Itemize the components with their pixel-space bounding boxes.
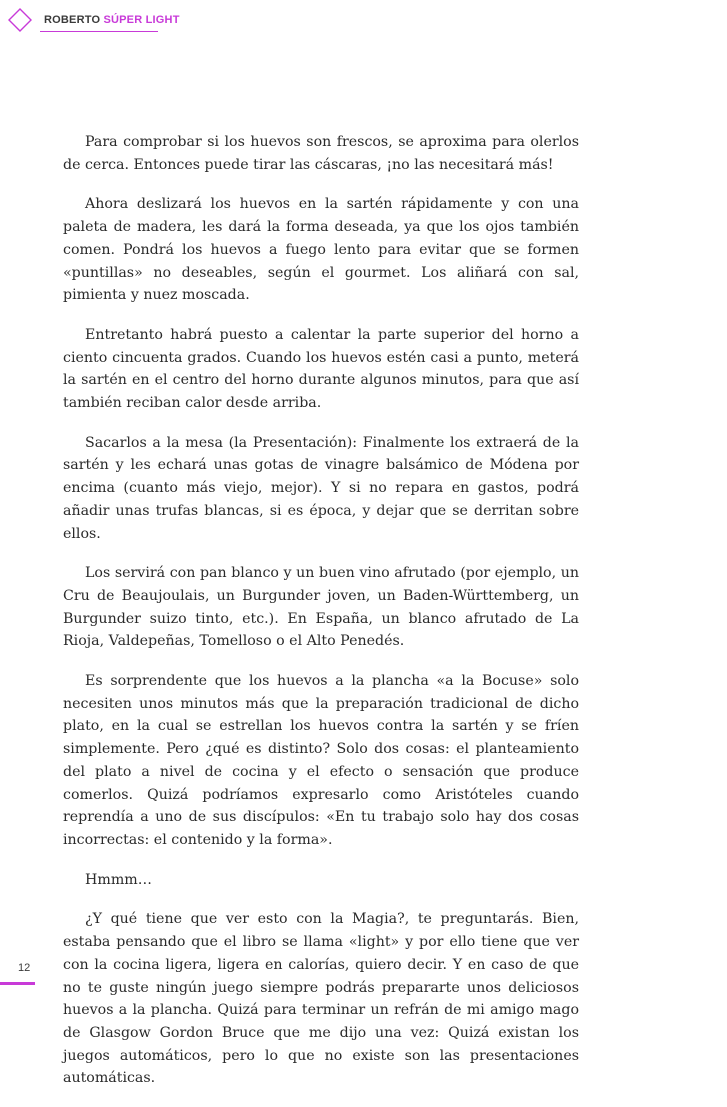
paragraph: Los servirá con pan blanco y un buen vino afrutado (por ejemplo, un Cru de Beaujoulais, un Burgunder joven, un Baden-Württemberg, un Burgunder suizo tinto, etc.). En España, un blanco afrutado de La Rioja, Valdepeñas, Tomelloso o el Alto Penedés. [63,565,579,650]
paragraph: Ahora deslizará los huevos en la sartén rápidamente y con una paleta de madera, les dará la forma deseada, ya que los ojos también comen. Pondrá los huevos a fuego lento para evitar que se formen «puntillas» no deseables, según el gourmet. Los aliñará con sal, pimienta y nuez moscada. [63,196,579,304]
paragraph: Hmmm… [85,871,152,888]
footer-rule [0,982,35,985]
header-book-title: SÚPER LIGHT [103,14,180,26]
header-rule [40,31,158,32]
body-text [63,131,579,1107]
header-author: ROBERTO [44,14,101,26]
paragraph: Sacarlos a la mesa (la Presentación): Finalmente los extraerá de la sartén y les echará unas gotas de vinagre balsámico de Módena por encima (cuanto más viejo, mejor). Y si no repara en gastos, podrá añadir unas trufas blancas, si es época, y dejar que se derritan sobre ellos. [63,434,579,542]
running-header-text [44,14,180,26]
page-number: 12 [18,962,31,974]
paragraph: ¿Y qué tiene que ver esto con la Magia?, te preguntarás. Bien, estaba pensando que el libro se llama «light» y por ello tiene que ver con la cocina ligera, ligera en calorías, quiero decir. Y en caso de que no te guste ningún juego siempre podrás prepararte unos deliciosos huevos a la plancha. Quizá para terminar un refrán de mi amigo mago de Glasgow Gordon Bruce que me dijo una vez: Quizá existan los juegos automáticos, pero lo que no existe son las presentaciones automáticas. [63,911,579,1087]
paragraph: Para comprobar si los huevos son frescos, se aproxima para olerlos de cerca. Entonces puede tirar las cáscaras, ¡no las necesitará más! [63,134,579,173]
paragraph: Entretanto habrá puesto a calentar la parte superior del horno a ciento cincuenta grados. Cuando los huevos estén casi a punto, meterá la sartén en el centro del horno durante algunos minutos, para que así también reciban calor desde arriba. [63,326,579,412]
diamond-outline-icon [8,8,32,32]
paragraph: Es sorprendente que los huevos a la plancha «a la Bocuse» solo necesiten unos minutos más que la preparación tradicional de dicho plato, en la cual se estrellan los huevos contra la sartén y se fríen simplemente. Pero ¿qué es distinto? Solo dos cosas: el planteamiento del plato a nivel de cocina y el efecto o sensación que produce comerlos. Quizá podríamos expresarlo como Aristóteles cuando reprendía a uno de sus discípulos: «En tu trabajo solo hay dos cosas incorrectas: el contenido y la forma». [63,673,579,848]
running-header [0,0,180,36]
